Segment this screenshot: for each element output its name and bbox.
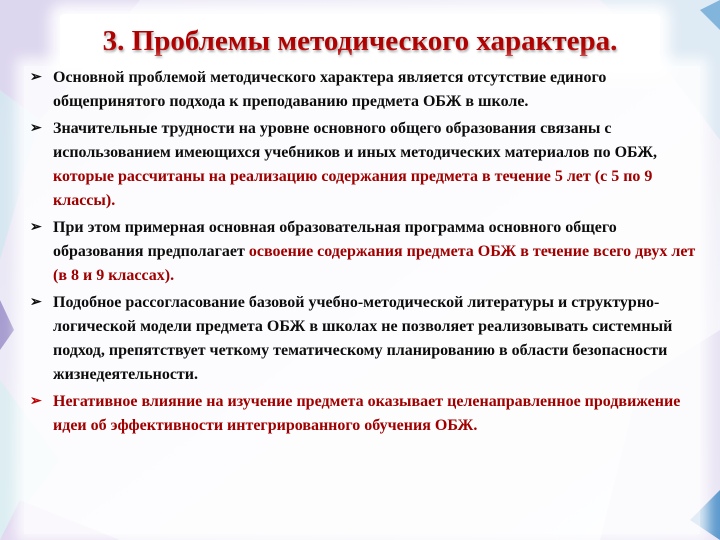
list-item (24, 117, 700, 213)
list-item (24, 390, 700, 438)
bullet-list (24, 66, 700, 438)
slide-title: 3. Проблемы методического характера. (102, 24, 618, 57)
list-item-text: Подобное рассогласование базовой учебно-методической литературы и структурно-логической модели предмета ОБЖ в школах не позволяет реализовывать системный подход, препятствует четкому тематическому планированию в области безопасности жизнедеятельности. (53, 294, 673, 383)
arrow-bullet-icon: ➢ (30, 394, 42, 409)
list-item-text: Значительные трудности на уровне основного общего образования связаны с использованием имеющихся учебников и иных методических материалов по ОБЖ, (53, 120, 658, 161)
arrow-bullet-icon: ➢ (30, 220, 42, 235)
list-item-text: Негативное влияние на изучение предмета оказывает целенаправленное продвижение идеи об эффективности интегрированного обучения ОБЖ. (53, 393, 681, 434)
arrow-bullet-icon: ➢ (30, 70, 42, 85)
list-item-text: Основной проблемой методического характера является отсутствие единого общепринятого подхода к преподаванию предмета ОБЖ в школе. (53, 69, 607, 110)
list-item-highlight: освоение содержания предмета ОБЖ в течение всего двух лет (в 8 и 9 классах). (53, 243, 696, 284)
title-banner (60, 14, 660, 68)
list-item (24, 291, 700, 387)
arrow-bullet-icon: ➢ (30, 295, 42, 310)
list-item-text: При этом примерная основная образовательная программа основного общего образования предполагает (53, 219, 617, 260)
content-area (24, 66, 700, 534)
list-item (24, 66, 700, 114)
arrow-bullet-icon: ➢ (30, 121, 42, 136)
list-item-highlight: которые рассчитаны на реализацию содержания предмета в течение 5 лет (с 5 по 9 классы). (53, 168, 653, 209)
list-item (24, 216, 700, 288)
